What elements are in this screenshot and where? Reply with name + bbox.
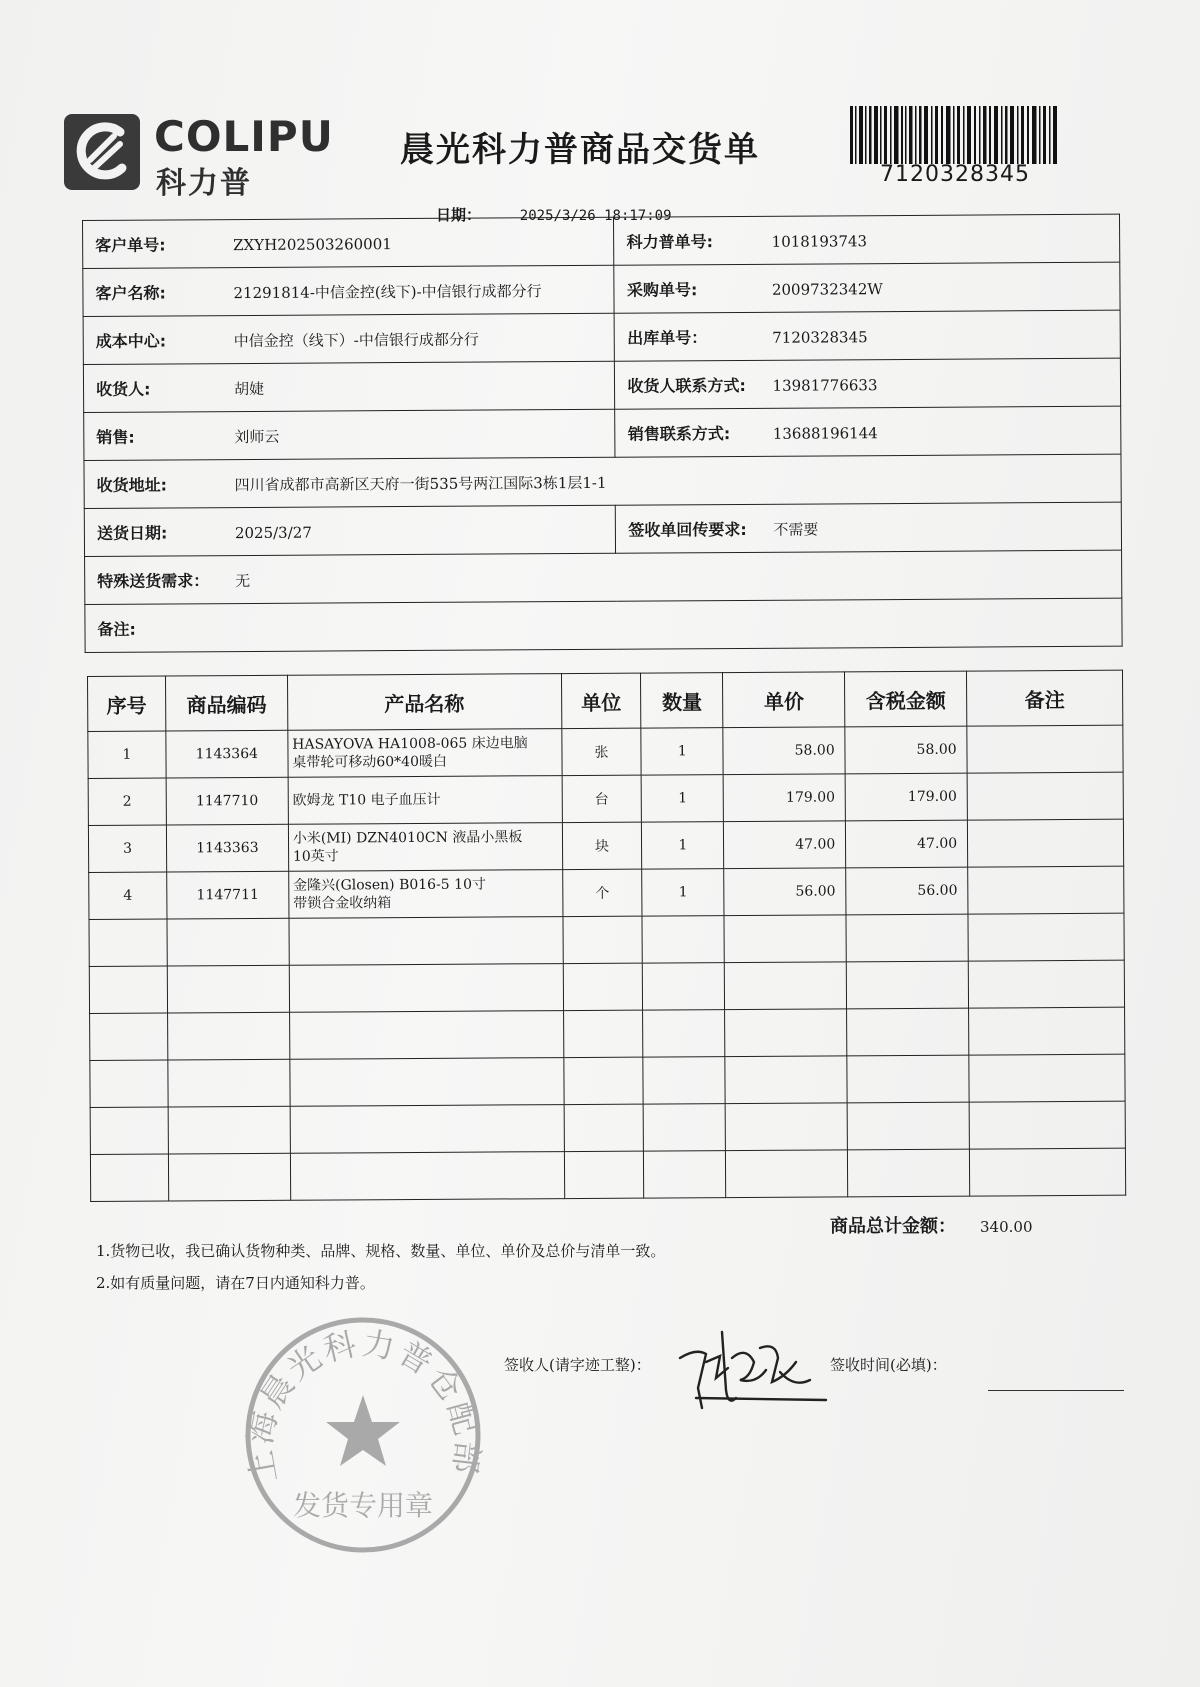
sign-time-label: 签收时间(必填)： xyxy=(830,1356,947,1374)
header-amount: 含税金额 xyxy=(845,671,967,727)
row-price: 47.00 xyxy=(724,821,846,869)
stamp-subtext: 发货专用章 xyxy=(292,1489,434,1522)
customer-name-label: 客户名称: xyxy=(95,283,166,303)
info-row xyxy=(83,214,1120,268)
row-remark xyxy=(968,866,1124,914)
sales-contact-cell xyxy=(615,406,1121,457)
row-remark xyxy=(967,725,1123,773)
sales-contact-label: 销售联系方式: xyxy=(627,424,731,444)
barcode-icon xyxy=(850,106,1060,164)
delivery-date-cell xyxy=(84,505,616,556)
row-remark xyxy=(968,819,1124,867)
row-price: 56.00 xyxy=(724,868,846,916)
row-unit: 台 xyxy=(562,775,642,822)
logo-english-name: COLIPU xyxy=(154,112,334,161)
delivery-date-value: 2025/3/27 xyxy=(234,523,312,543)
row-unit: 个 xyxy=(562,869,642,916)
row-name-line2: 带锁合金收纳箱 xyxy=(293,895,392,912)
row-qty: 1 xyxy=(641,728,723,775)
delivery-date-label: 送货日期: xyxy=(96,523,168,543)
table-row xyxy=(88,772,1123,825)
receipt-return-label: 签收单回传要求: xyxy=(628,519,747,540)
row-code: 1143363 xyxy=(166,824,288,872)
row-no: 4 xyxy=(89,872,167,919)
total-value: 340.00 xyxy=(980,1218,1033,1236)
receiver-cell xyxy=(83,361,615,412)
signer-label: 签收人(请字迹工整)： xyxy=(504,1356,651,1374)
row-price: 58.00 xyxy=(723,727,845,775)
table-row xyxy=(89,866,1124,919)
sign-time-line xyxy=(988,1390,1124,1391)
info-row xyxy=(83,358,1120,412)
purchase-order-label: 采购单号: xyxy=(626,280,698,300)
row-name xyxy=(288,823,562,872)
outbound-order-label: 出库单号： xyxy=(627,328,708,348)
info-row xyxy=(84,502,1121,556)
row-name xyxy=(289,870,563,919)
receiver-contact-cell xyxy=(615,358,1121,409)
row-name xyxy=(288,776,562,825)
table-row-empty xyxy=(90,1007,1125,1060)
purchase-order-cell xyxy=(614,262,1120,313)
row-unit: 块 xyxy=(562,822,642,869)
row-no: 1 xyxy=(88,731,166,778)
colipu-logo-icon xyxy=(64,114,140,190)
header-name: 产品名称 xyxy=(287,674,561,731)
row-amount: 179.00 xyxy=(845,773,967,821)
date-label: 日期： xyxy=(436,206,482,224)
order-info-table xyxy=(82,214,1123,653)
row-qty: 1 xyxy=(642,869,724,916)
warehouse-stamp-icon xyxy=(238,1310,488,1560)
table-row-empty xyxy=(89,913,1124,966)
row-unit: 张 xyxy=(561,728,641,775)
receiver-label: 收货人: xyxy=(95,379,151,399)
header-qty: 数量 xyxy=(641,673,723,728)
customer-order-cell xyxy=(83,217,615,268)
row-code: 1143364 xyxy=(166,730,288,778)
note-2: 2.如有质量问题，请在7日内通知科力普。 xyxy=(96,1274,375,1292)
outbound-order-cell xyxy=(615,310,1121,361)
remark-cell xyxy=(85,598,1122,652)
address-cell xyxy=(84,454,1121,508)
row-name xyxy=(288,729,562,778)
date-value: 2025/3/26 18:17:09 xyxy=(519,208,672,224)
total-label: 商品总计金额： xyxy=(830,1216,956,1237)
customer-name-value: 21291814-中信金控(线下)-中信银行成都分行 xyxy=(233,282,542,303)
header-remark: 备注 xyxy=(967,670,1123,726)
row-name-line2: 10英寸 xyxy=(292,848,339,865)
stamp-text: 上海晨光科力普仓配部 xyxy=(240,1323,488,1486)
colipu-order-value: 1018193743 xyxy=(771,232,868,251)
header-unit: 单位 xyxy=(561,673,641,728)
sales-contact-value: 13688196144 xyxy=(772,424,878,443)
handwritten-signature-icon xyxy=(676,1318,836,1418)
row-price: 179.00 xyxy=(723,774,845,822)
cost-center-label: 成本中心: xyxy=(95,331,167,351)
receiver-contact-label: 收货人联系方式: xyxy=(627,375,746,396)
row-qty: 1 xyxy=(642,822,724,869)
info-row xyxy=(85,598,1122,652)
row-amount: 47.00 xyxy=(846,820,968,868)
special-request-cell xyxy=(85,550,1122,604)
info-row xyxy=(84,406,1121,460)
receipt-return-cell xyxy=(616,502,1122,553)
document-title: 晨光科力普商品交货单 xyxy=(400,130,760,170)
sales-label: 销售: xyxy=(96,427,135,447)
header-code: 商品编码 xyxy=(165,675,287,731)
row-qty: 1 xyxy=(642,775,724,822)
receipt-return-value: 不需要 xyxy=(773,520,819,539)
cost-center-cell xyxy=(83,313,615,364)
info-row xyxy=(85,550,1122,604)
customer-order-value: ZXYH202503260001 xyxy=(233,235,392,255)
logo-chinese-name: 科力普 xyxy=(156,166,252,201)
outbound-order-value: 7120328345 xyxy=(772,328,868,347)
purchase-order-value: 2009732342W xyxy=(771,280,883,299)
info-row xyxy=(84,454,1121,508)
customer-order-label: 客户单号: xyxy=(95,235,166,255)
colipu-logo xyxy=(64,112,334,201)
row-remark xyxy=(967,772,1123,820)
row-no: 2 xyxy=(88,778,166,825)
row-name-line1: 欧姆龙 T10 电子血压计 xyxy=(292,791,441,809)
receiver-value: 胡婕 xyxy=(233,379,265,399)
table-row xyxy=(88,725,1123,778)
header-price: 单价 xyxy=(723,672,845,728)
special-request-label: 特殊送货需求： xyxy=(97,571,210,591)
table-row-empty xyxy=(90,1054,1125,1107)
row-name-line1: 小米(MI) DZN4010CN 液晶小黑板 xyxy=(292,829,523,847)
note-1: 1.货物已收，我已确认货物种类、品牌、规格、数量、单位、单价及总价与清单一致。 xyxy=(96,1242,666,1260)
row-code: 1147710 xyxy=(166,777,288,825)
table-row xyxy=(88,819,1123,872)
info-row xyxy=(83,262,1120,316)
address-value: 四川省成都市高新区天府一街535号两江国际3栋1层1-1 xyxy=(234,473,607,495)
special-request-value: 无 xyxy=(235,571,251,591)
items-header-row xyxy=(88,670,1123,731)
table-row-empty xyxy=(89,960,1124,1013)
row-no: 3 xyxy=(88,825,166,872)
receiver-contact-value: 13981776633 xyxy=(772,376,878,395)
grand-total xyxy=(830,1212,1033,1238)
remark-label: 备注: xyxy=(97,619,136,639)
colipu-order-cell xyxy=(614,214,1120,265)
table-row-empty xyxy=(90,1148,1125,1201)
barcode-number: 7120328345 xyxy=(880,162,1030,187)
row-amount: 56.00 xyxy=(846,867,968,915)
items-table xyxy=(87,670,1126,1202)
row-name-line1: 金隆兴(Glosen) B016-5 10寸 xyxy=(293,876,487,894)
sales-cell xyxy=(84,409,616,460)
cost-center-value: 中信金控（线下）-中信银行成都分行 xyxy=(233,330,479,351)
row-amount: 58.00 xyxy=(845,726,967,774)
address-label: 收货地址: xyxy=(96,475,168,495)
row-name-line2: 桌带轮可移动60*40暖白 xyxy=(292,753,448,771)
info-row xyxy=(83,310,1120,364)
customer-name-cell xyxy=(83,265,615,316)
header-no: 序号 xyxy=(88,676,166,731)
table-row-empty xyxy=(90,1101,1125,1154)
colipu-order-label: 科力普单号: xyxy=(626,232,714,252)
sales-value: 刘师云 xyxy=(234,427,280,447)
row-code: 1147711 xyxy=(167,871,289,919)
row-name-line1: HASAYOVA HA1008-065 床边电脑 xyxy=(292,735,528,753)
